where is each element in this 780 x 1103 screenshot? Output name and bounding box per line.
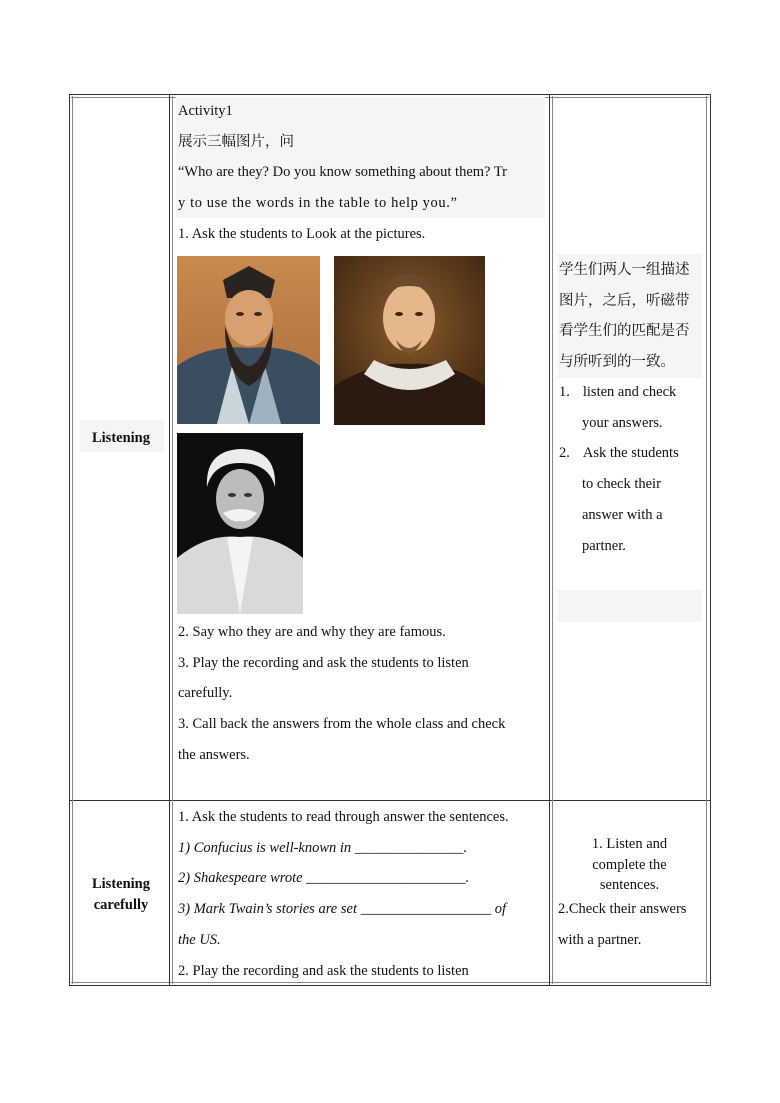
- row-label-listening: Listening: [91, 430, 150, 446]
- activity-cell-row2: [178, 802, 546, 986]
- activity-question-line2: y to use the words in the table to help you.”: [178, 195, 458, 212]
- student-item-1: [559, 377, 704, 408]
- activity-title: Activity1: [178, 103, 233, 119]
- sentence-2: 2) Shakespeare wrote ______________________.: [178, 870, 470, 887]
- row2-step-1: 1. Ask the students to read through answer the sentences.: [178, 809, 509, 825]
- portrait-shakespeare-icon: [334, 256, 485, 425]
- activity-cell-lower: [178, 617, 546, 771]
- activity-intro-cn: 展示三幅图片，问: [178, 133, 294, 150]
- activity-cell: [178, 96, 546, 250]
- student-cell-row2: [557, 834, 702, 896]
- student-cell-cn: [559, 255, 704, 378]
- activity-step-1: 1. Ask the students to Look at the pictures.: [178, 225, 426, 242]
- activity-step-2: 2. Say who they are and why they are famous.: [178, 624, 446, 640]
- row2-item-1-line3: sentences.: [599, 877, 660, 893]
- activity-step-3b-line1: 3. Call back the answers from the whole class and check: [178, 716, 506, 733]
- student-cn-line4: 与所听到的一致。: [559, 354, 675, 371]
- row2-step-2: 2. Play the recording and ask the students to listen: [178, 962, 469, 979]
- activity-step-3a-line2: carefully.: [178, 685, 233, 702]
- label-line: carefully: [93, 897, 149, 913]
- list-text: listen and check: [582, 384, 677, 400]
- sentence-3-line1: 3) Mark Twain’s stories are set __________________ of: [178, 901, 506, 918]
- student-item-2-cont2: answer with a: [582, 506, 663, 523]
- student-cn-line2: 图片，之后，听磁带: [559, 292, 690, 309]
- activity-step-3b-line2: the answers.: [178, 746, 250, 763]
- student-item-1-cont: your answers.: [582, 414, 663, 431]
- student-item-2-cont1: to check their: [582, 476, 661, 493]
- row2-item-1-line2: complete the: [592, 856, 667, 873]
- portrait-mark-twain-icon: [177, 433, 303, 614]
- list-number: 1.: [559, 384, 570, 400]
- student-cn-line3: 看学生们的匹配是否: [559, 323, 690, 340]
- row-label-listening-carefully: [78, 874, 164, 916]
- sentence-1: 1) Confucius is well-known in _______________.: [178, 839, 468, 856]
- student-list: [559, 377, 704, 561]
- activity-step-3a-line1: 3. Play the recording and ask the students to listen: [178, 654, 469, 671]
- row2-item-2-line2: with a partner.: [558, 931, 642, 948]
- list-number: 2.: [559, 445, 570, 462]
- student-cell-row2-b: [558, 894, 703, 955]
- row2-item-2-line1: 2.Check their answers: [558, 901, 687, 917]
- student-item-2: [559, 438, 704, 469]
- portrait-confucius-icon: [177, 256, 320, 424]
- student-cn-line1: 学生们两人一组描述: [559, 262, 690, 278]
- activity-question-line1: “Who are they? Do you know something about them? Tr: [178, 164, 508, 181]
- student-item-2-cont3: partner.: [582, 537, 626, 554]
- sentence-3-line2: the US.: [178, 931, 221, 948]
- label-line: Listening: [91, 876, 150, 892]
- list-text: Ask the students: [582, 445, 679, 462]
- row2-item-1-line1: 1. Listen and: [591, 836, 668, 852]
